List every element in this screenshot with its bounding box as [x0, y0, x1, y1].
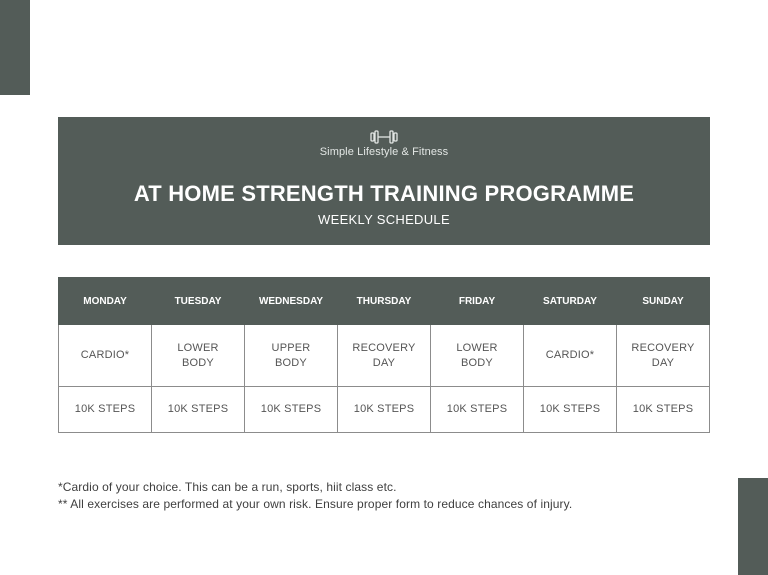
activity-text: RECOVERY	[631, 341, 695, 354]
weekly-schedule-table	[58, 277, 710, 433]
activity-text: LOWER	[177, 341, 219, 354]
table-row-activities	[59, 325, 710, 387]
day-header-wednesday: WEDNESDAY	[245, 278, 338, 325]
day-header-sunday: SUNDAY	[617, 278, 710, 325]
day-header-thursday: THURSDAY	[338, 278, 431, 325]
activity-text: BODY	[275, 356, 307, 369]
activity-text: CARDIO*	[545, 349, 595, 361]
page-title: AT HOME STRENGTH TRAINING PROGRAMME	[133, 181, 635, 206]
day-header-saturday: SATURDAY	[524, 278, 617, 325]
dumbbell-icon	[369, 129, 399, 145]
activity-text: DAY	[372, 356, 396, 369]
steps-cell-saturday: 10K STEPS	[524, 387, 617, 433]
risk-footnote: ** All exercises are performed at your own risk. Ensure proper form to reduce chances of injury.	[58, 497, 573, 511]
page-subtitle: WEEKLY SCHEDULE	[318, 212, 450, 227]
steps-cell-monday: 10K STEPS	[59, 387, 152, 433]
activity-cell-saturday	[524, 325, 617, 387]
activity-cell-friday	[431, 325, 524, 387]
activity-text: RECOVERY	[352, 341, 416, 354]
brand-name: Simple Lifestyle & Fitness	[319, 146, 449, 158]
table-row-steps	[59, 387, 710, 433]
activity-text: LOWER	[456, 341, 498, 354]
activity-cell-thursday	[338, 325, 431, 387]
corner-decoration-bottom-right	[738, 478, 768, 575]
activity-cell-sunday	[617, 325, 710, 387]
cardio-footnote: *Cardio of your choice. This can be a run, sports, hiit class etc.	[58, 480, 397, 494]
steps-cell-thursday: 10K STEPS	[338, 387, 431, 433]
activity-text: BODY	[182, 356, 214, 369]
header-banner	[58, 117, 710, 245]
activity-text: UPPER	[271, 341, 311, 354]
table-header-row	[59, 278, 710, 325]
day-header-friday: FRIDAY	[431, 278, 524, 325]
activity-text: BODY	[461, 356, 493, 369]
day-header-monday: MONDAY	[59, 278, 152, 325]
steps-cell-tuesday: 10K STEPS	[152, 387, 245, 433]
activity-text: CARDIO*	[80, 349, 130, 361]
steps-cell-wednesday: 10K STEPS	[245, 387, 338, 433]
steps-cell-sunday: 10K STEPS	[617, 387, 710, 433]
activity-cell-tuesday	[152, 325, 245, 387]
steps-cell-friday: 10K STEPS	[431, 387, 524, 433]
activity-text: DAY	[651, 356, 675, 369]
day-header-tuesday: TUESDAY	[152, 278, 245, 325]
activity-cell-wednesday	[245, 325, 338, 387]
activity-cell-monday	[59, 325, 152, 387]
corner-decoration-top-left	[0, 0, 30, 95]
footnotes	[58, 479, 572, 513]
